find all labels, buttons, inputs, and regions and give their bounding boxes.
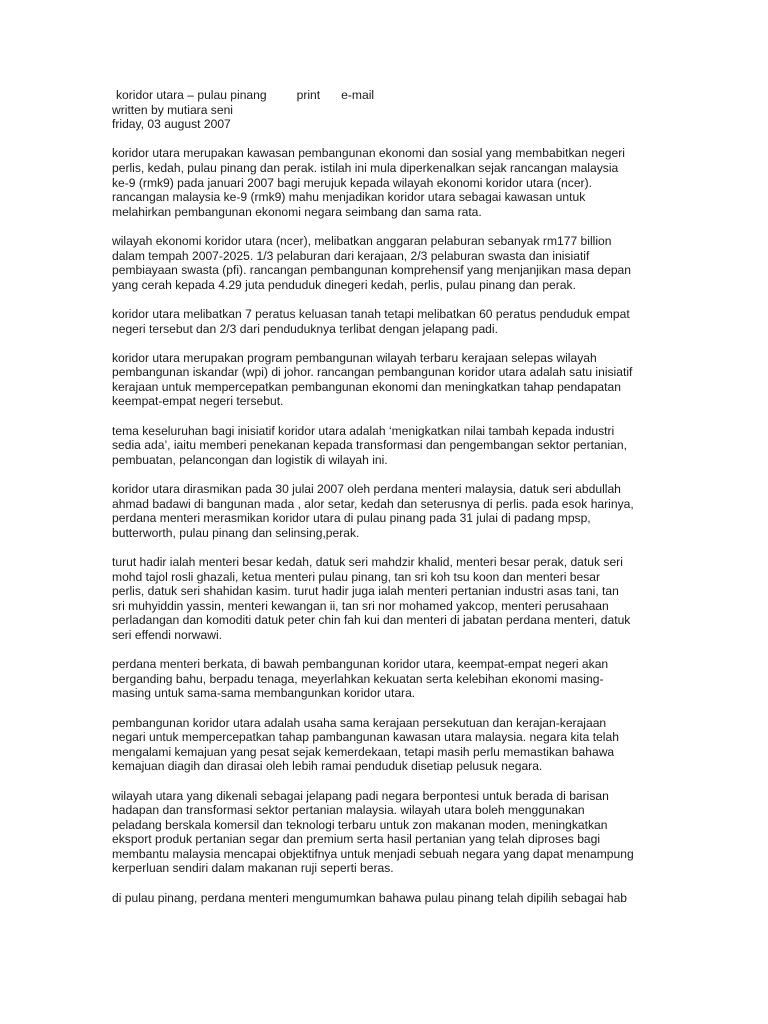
article-paragraph-6: koridor utara dirasmikan pada 30 julai 2007 oleh perdana menteri malaysia, datuk seri abdullah ahmad badawi di bangunan mada , alor setar, kedah dan seterusnya di perlis. pada esok harinya, perdana menteri merasmikan koridor utara di pulau pinang pada 31 julai di padang mpsp, butterworth, pulau pinang dan selinsing,perak. <box>112 482 634 540</box>
email-link[interactable]: e-mail <box>341 88 375 102</box>
article-paragraph-8: perdana menteri berkata, di bawah pembangunan koridor utara, keempat-empat negeri akan berganding bahu, berpadu tenaga, meyerlahkan kekuatan serta kelebihan ekonomi masing- masing untuk sama-sama membangunkan koridor utara. <box>112 657 609 701</box>
article-paragraph-9: pembangunan koridor utara adalah usaha sama kerajaan persekutuan dan kerajan-kerajaan negari untuk mempercepatkan tahap pambangunan kawasan utara malaysia. negara kita telah mengalami kemajuan yang pesat sejak kemerdekaan, tetapi masih perlu memastikan bahawa kemajuan diagih dan dirasai oleh lebih ramai penduduk disetiap pelusuk negara. <box>112 715 619 774</box>
article-header <box>116 88 660 103</box>
article-date: friday, 03 august 2007 <box>112 117 231 132</box>
article-author: written by mutiara seni <box>112 102 233 117</box>
article-paragraph-2: wilayah ekonomi koridor utara (ncer), melibatkan anggaran pelaburan sebanyak rm177 billion dalam tempah 2007-2025. 1/3 pelaburan dari kerajaan, 2/3 pelaburan swasta dan inisiatif pembiayaan swasta (pfi). rancangan pembangunan komprehensif yang menjanjikan masa depan yang cerah kepada 4.29 juta penduduk dinegeri kedah, perlis, pulau pinang dan perak. <box>112 233 632 292</box>
print-link[interactable]: print <box>296 88 321 102</box>
article-paragraph-7: turut hadir ialah menteri besar kedah, datuk seri mahdzir khalid, menteri besar perak, datuk seri mohd tajol rosli ghazali, ketua menteri pulau pinang, tan sri koh tsu koon dan menteri besar perlis, datuk seri shahidan kasim. turut hadir juga ialah menteri pertanian industri asas tani, tan sri muhyiddin yassin, menteri kewangan ii, tan sri nor mohamed yakcop, menteri perusahaan perladangan dan komoditi datuk peter chin fah kui dan menteri di jabatan perdana menteri, datuk seri effendi norwawi. <box>112 555 631 642</box>
article <box>112 88 660 905</box>
article-title: koridor utara – pulau pinang <box>116 88 267 102</box>
article-paragraph-5: tema keseluruhan bagi inisiatif koridor utara adalah ‘menigkatkan nilai tambah kepada industri sedia ada’, iaitu memberi penekanan kepada transformasi dan pengembangan sektor pertanian, pembuatan, pelancongan dan logistik di wilayah ini. <box>112 423 627 467</box>
article-paragraph-10: wilayah utara yang dikenali sebagai jelapang padi negara berpontesi untuk berada di barisan hadapan dan transformasi sektor pertanian malaysia. wilayah utara boleh menggunakan peladang berskala komersil dan teknologi terbaru untuk zon makanan moden, meningkatkan eksport produk pertanian segar dan premium serta hasil pertanian yang telah diproses bagi membantu malaysia mencapai objektifnya untuk menjadi sebuah negara yang dapat menampung kerperluan sendiri dalam makanan ruji seperti beras. <box>112 788 634 876</box>
article-paragraph-1: koridor utara merupakan kawasan pembangunan ekonomi dan sosial yang membabitkan negeri perlis, kedah, pulau pinang dan perak. istilah ini mula diperkenalkan sejak rancangan malaysia ke-9 (rmk9) pada januari 2007 bagi merujuk kepada wilayah ekonomi koridor utara (ncer). rancangan malaysia ke-9 (rmk9) mahu menjadikan koridor utara sebagai kawasan untuk melahirkan pembangunan ekonomi negara seimbang dan sama rata. <box>112 146 625 219</box>
article-paragraph-3: koridor utara melibatkan 7 peratus keluasan tanah tetapi melibatkan 60 peratus penduduk empat negeri tersebut dan 2/3 dari penduduknya terlibat dengan jelapang padi. <box>112 306 630 336</box>
article-paragraph-4: koridor utara merupakan program pembangunan wilayah terbaru kerajaan selepas wilayah pembangunan iskandar (wpi) di johor. rancangan pembangunan koridor utara adalah satu inisiatif kerajaan untuk mempercepatkan pembangunan ekonomi dan meningkatkan tahap pendapatan keempat-empat negeri tersebut. <box>112 350 633 409</box>
article-paragraph-11: di pulau pinang, perdana menteri mengumumkan bahawa pulau pinang telah dipilih sebagai hab <box>112 890 628 905</box>
